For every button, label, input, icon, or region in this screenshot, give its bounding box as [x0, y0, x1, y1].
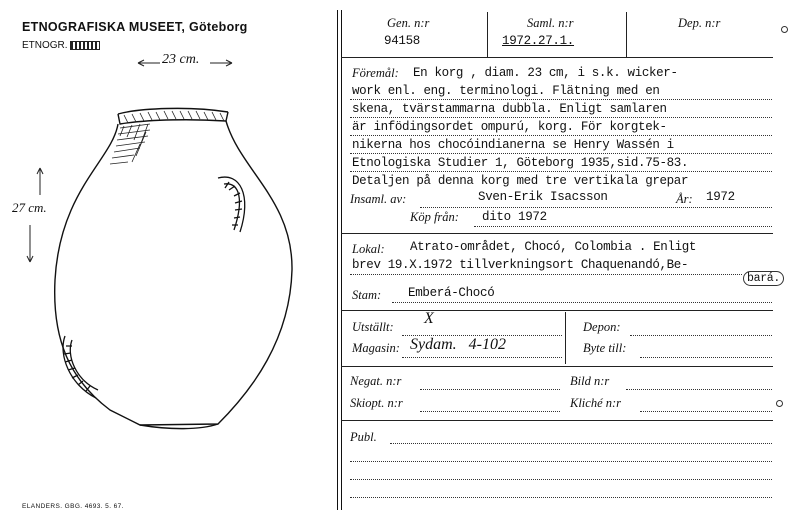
- museum-heading: ETNOGRAFISKA MUSEET, Göteborg: [22, 20, 248, 34]
- printer-mark: ELANDERS. GBG. 4693. 5. 67.: [22, 503, 124, 510]
- skiopt-label: Skiopt. n:r: [350, 396, 403, 410]
- foremal-line: En korg , diam. 23 cm, i s.k. wicker-: [413, 66, 678, 80]
- card-border-inner: [341, 10, 342, 510]
- ruled-line: [350, 479, 772, 480]
- ruled-line: [350, 135, 772, 136]
- header-divider-2: [626, 12, 627, 58]
- gen-label: Gen. n:r: [387, 16, 430, 30]
- ruled-line: [350, 497, 772, 498]
- ruled-line: [420, 389, 560, 390]
- ruled-line: [640, 357, 772, 358]
- lokal-line: Atrato-området, Chocó, Colombia . Enligt: [410, 240, 697, 254]
- ruled-line: [390, 443, 772, 444]
- kliche-label: Kliché n:r: [570, 396, 622, 410]
- insaml-label: Insaml. av:: [350, 192, 407, 206]
- gen-value: 94158: [384, 34, 421, 48]
- ruled-line: [626, 389, 772, 390]
- dep-label: Dep. n:r: [678, 16, 721, 30]
- byte-label: Byte till:: [583, 341, 627, 355]
- utstallt-value: X: [424, 310, 434, 327]
- basket-sketch: [0, 0, 336, 526]
- foremal-line: skena, tvärstammarna dubbla. Enligt samlaren: [352, 102, 667, 116]
- right-handle: [218, 177, 245, 232]
- height-note: 27 cm.: [12, 200, 47, 215]
- ruled-line: [350, 99, 772, 100]
- kop-value: dito 1972: [482, 210, 547, 224]
- width-note: 23 cm.: [162, 52, 200, 67]
- section-rule: [341, 233, 773, 234]
- magasin-value: Sydam. 4-102: [410, 336, 506, 353]
- lokal-line: brev 19.X.1972 tillverkningsort Chaquenandó,Be-: [352, 258, 689, 272]
- ruled-line: [630, 335, 772, 336]
- stam-label: Stam:: [352, 288, 382, 302]
- publ-label: Publ.: [350, 430, 377, 444]
- ar-label: År:: [676, 192, 693, 206]
- lokal-note: bará.: [743, 271, 784, 286]
- ruled-line: [474, 226, 772, 227]
- magasin-label: Magasin:: [352, 341, 400, 355]
- ar-value: 1972: [706, 190, 735, 204]
- saml-value: 1972.27.1.: [502, 34, 575, 48]
- negat-label: Negat. n:r: [350, 374, 402, 388]
- basket-outline: [55, 108, 292, 428]
- ruled-line: [420, 207, 772, 208]
- punch-hole: [781, 26, 788, 33]
- ruled-line: [350, 153, 772, 154]
- insaml-value: Sven-Erik Isacsson: [478, 190, 608, 204]
- foremal-line: Detaljen på denna korg med tre vertikala grepar: [352, 174, 689, 188]
- foremal-line: är infödingsordet ompurú, korg. För korgtek-: [352, 120, 667, 134]
- card-border-outer: [337, 10, 338, 510]
- header-rule: [341, 57, 773, 58]
- etnogr-text: ETNOGR.: [22, 40, 68, 51]
- mid-divider: [565, 312, 566, 364]
- kop-label: Köp från:: [410, 210, 459, 224]
- ruled-line: [402, 357, 562, 358]
- ruled-line: [350, 461, 772, 462]
- depon-label: Depon:: [583, 320, 621, 334]
- punch-hole: [776, 400, 783, 407]
- left-handle: [63, 336, 98, 398]
- lokal-label: Lokal:: [352, 242, 385, 256]
- foremal-label: Föremål:: [352, 66, 399, 80]
- ruled-line: [420, 411, 560, 412]
- ruled-line: [392, 302, 772, 303]
- utstallt-label: Utställt:: [352, 320, 394, 334]
- ruled-line: [640, 411, 772, 412]
- bild-label: Bild n:r: [570, 374, 610, 388]
- ruled-line: [350, 171, 772, 172]
- ruled-line: [350, 274, 742, 275]
- section-rule: [341, 366, 773, 367]
- header-divider-1: [487, 12, 488, 58]
- section-rule: [341, 420, 773, 421]
- ruled-line: [350, 117, 772, 118]
- stam-value: Emberá-Chocó: [408, 286, 495, 300]
- foremal-line: work enl. eng. terminologi. Flätning med en: [352, 84, 660, 98]
- section-rule: [341, 310, 773, 311]
- foremal-line: Etnologiska Studier 1, Göteborg 1935,sid.75-83.: [352, 156, 689, 170]
- saml-label: Saml. n:r: [527, 16, 574, 30]
- foremal-line: nikerna hos chocóindianerna se Henry Wassén i: [352, 138, 674, 152]
